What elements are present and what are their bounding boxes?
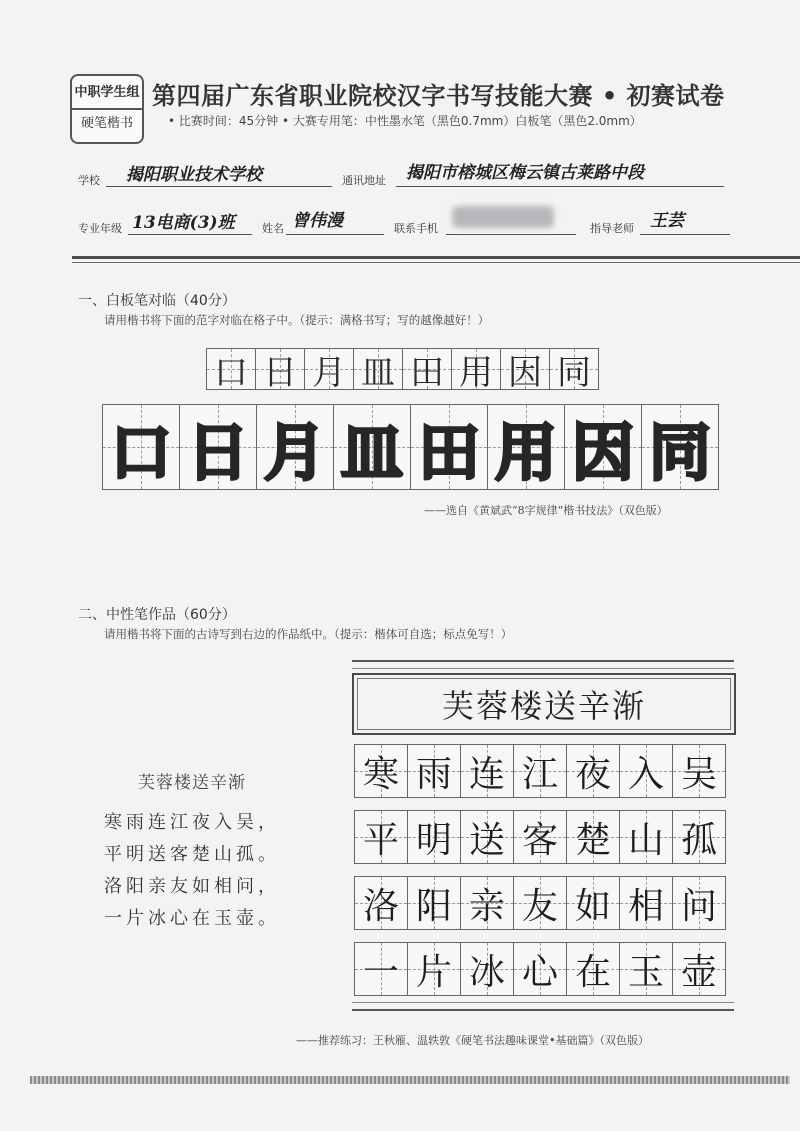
written-char: 月 [263,415,326,489]
teacher-underline [640,234,730,235]
written-char: 连 [468,753,505,795]
model-char: 皿 [361,352,395,393]
written-char: 阳 [415,885,452,927]
model-char: 用 [459,352,493,393]
written-char: 孤 [680,819,717,861]
writing-cell[interactable] [179,404,257,490]
section2-credit: ——推荐练习：王秋雁、温轶敦《硬笔书法趣味课堂•基础篇》（双色版） [296,1034,649,1047]
written-char: 山 [627,819,664,861]
redacted-phone [452,206,554,228]
work-paper-bottom-border [352,1002,734,1011]
grade-label: 专业年级 [78,222,122,235]
written-char: 用 [494,415,557,489]
written-poem-title: 芙蓉楼送辛渐 [441,687,646,725]
section2-instructions: 请用楷书将下面的古诗写到右边的作品纸中。（提示：楷体可自选；标点免写！） [104,627,513,641]
writing-cell[interactable] [410,404,488,490]
written-char: 送 [468,819,505,861]
written-char: 同 [648,415,711,489]
written-char: 片 [415,951,452,993]
work-paper-title-box[interactable] [352,673,736,735]
work-cell[interactable] [460,744,514,798]
grade-field[interactable]: 13电商(3)班 [132,213,235,233]
poem-line: 平明送客楚山孤。 [104,844,280,865]
work-paper-row-2[interactable] [354,810,725,864]
written-char: 相 [627,885,664,927]
written-char: 平 [362,819,399,861]
work-cell[interactable] [407,744,461,798]
phone-label: 联系手机 [394,222,438,235]
name-underline [286,234,384,235]
model-char: 因 [508,352,542,393]
work-cell[interactable] [513,744,567,798]
written-char: 夜 [574,753,611,795]
model-cell [353,348,403,393]
model-character-grid [206,348,598,393]
work-cell[interactable] [566,744,620,798]
model-cell [500,348,550,393]
work-cell[interactable] [566,876,620,930]
work-cell[interactable] [513,942,567,996]
school-underline [106,186,332,187]
category-badge [70,74,144,144]
written-char: 吴 [680,753,717,795]
section1-title: 一、白板笔对临（40分） [78,293,236,309]
work-cell[interactable] [460,876,514,930]
model-cell [304,348,354,393]
work-paper-row-1[interactable] [354,744,725,798]
writing-cell[interactable] [487,404,565,490]
work-cell[interactable] [619,942,673,996]
model-cell [206,348,256,393]
written-char: 雨 [415,753,452,795]
work-cell[interactable] [619,810,673,864]
written-char: 口 [109,415,172,489]
work-cell[interactable] [672,810,726,864]
written-char: 楚 [574,819,611,861]
scan-bottom-border [30,1076,790,1084]
poem-line: 一片冰心在玉壶。 [104,908,280,929]
model-char: 同 [557,352,591,393]
written-char: 明 [415,819,452,861]
written-char: 如 [574,885,611,927]
header-divider [72,256,800,259]
work-cell[interactable] [672,744,726,798]
model-cell [549,348,599,393]
teacher-field[interactable]: 王芸 [650,211,684,231]
badge-script-label: 硬笔楷书 [80,116,133,131]
school-field[interactable]: 揭阳职业技术学校 [126,165,262,185]
written-char: 玉 [627,951,664,993]
written-char: 皿 [340,415,403,489]
section1-credit: ——选自《黄斌武“8字规律”楷书技法》（双色版） [424,504,668,517]
model-char: 田 [410,352,444,393]
model-cell [255,348,305,393]
work-cell[interactable] [566,942,620,996]
writing-cell[interactable] [564,404,642,490]
work-cell[interactable] [513,810,567,864]
written-char: 田 [417,415,480,489]
grade-underline [128,234,252,235]
work-cell[interactable] [619,876,673,930]
writing-cell[interactable] [102,404,180,490]
phone-underline [446,234,576,235]
exam-subtitle: • 比赛时间：45分钟 • 大赛专用笔：中性墨水笔（黑色0.7mm）白板笔（黑色2.0mm） [168,114,642,128]
address-field[interactable]: 揭阳市榕城区梅云镇古莱路中段 [406,163,644,183]
work-cell[interactable] [619,744,673,798]
written-char: 因 [571,415,634,489]
written-char: 洛 [362,885,399,927]
section1-instructions: 请用楷书将下面的范字对临在格子中。（提示：满格书写；写的越像越好！） [104,313,490,327]
work-cell[interactable] [354,942,408,996]
written-char: 在 [574,951,611,993]
address-underline [396,186,724,187]
written-char: 一 [362,951,399,993]
work-cell[interactable] [354,810,408,864]
work-cell[interactable] [672,942,726,996]
school-label: 学校 [78,174,100,187]
work-cell[interactable] [513,876,567,930]
work-cell[interactable] [460,810,514,864]
model-cell [451,348,501,393]
model-char: 日 [263,352,297,393]
written-char: 江 [521,753,558,795]
work-cell[interactable] [354,876,408,930]
poem-line: 寒雨连江夜入吴， [104,812,280,833]
badge-group-label: 中职学生组 [72,78,142,110]
work-cell[interactable] [407,810,461,864]
work-paper-top-border [352,660,734,669]
model-cell [402,348,452,393]
work-paper-row-3[interactable] [354,876,725,930]
writing-cell[interactable] [641,404,719,490]
writing-cell[interactable] [256,404,334,490]
work-paper-row-4[interactable] [354,942,725,996]
name-field[interactable]: 曾伟漫 [292,211,343,231]
written-char: 亲 [468,885,505,927]
writing-cell[interactable] [333,404,411,490]
work-cell[interactable] [407,942,461,996]
written-char: 冰 [468,951,505,993]
written-char: 入 [627,753,664,795]
model-char: 口 [214,352,248,393]
written-char: 壶 [680,951,717,993]
poem-line: 洛阳亲友如相问， [104,876,280,897]
written-char: 客 [521,819,558,861]
writing-character-grid[interactable] [102,404,718,490]
work-cell[interactable] [407,876,461,930]
section2-title: 二、中性笔作品（60分） [78,607,236,623]
work-cell[interactable] [566,810,620,864]
page-title: 第四届广东省职业院校汉字书写技能大赛 • 初赛试卷 [152,82,725,110]
work-cell[interactable] [460,942,514,996]
written-char: 心 [521,951,558,993]
header-divider-thin [72,262,800,263]
written-char: 寒 [362,753,399,795]
poem-title: 芙蓉楼送辛渐 [138,773,246,793]
name-label: 姓名 [262,222,284,235]
address-label: 通讯地址 [342,174,386,187]
work-cell[interactable] [354,744,408,798]
written-char: 友 [521,885,558,927]
written-char: 问 [680,885,717,927]
model-char: 月 [312,352,346,393]
teacher-label: 指导老师 [590,222,634,235]
work-cell[interactable] [672,876,726,930]
written-char: 日 [186,415,249,489]
